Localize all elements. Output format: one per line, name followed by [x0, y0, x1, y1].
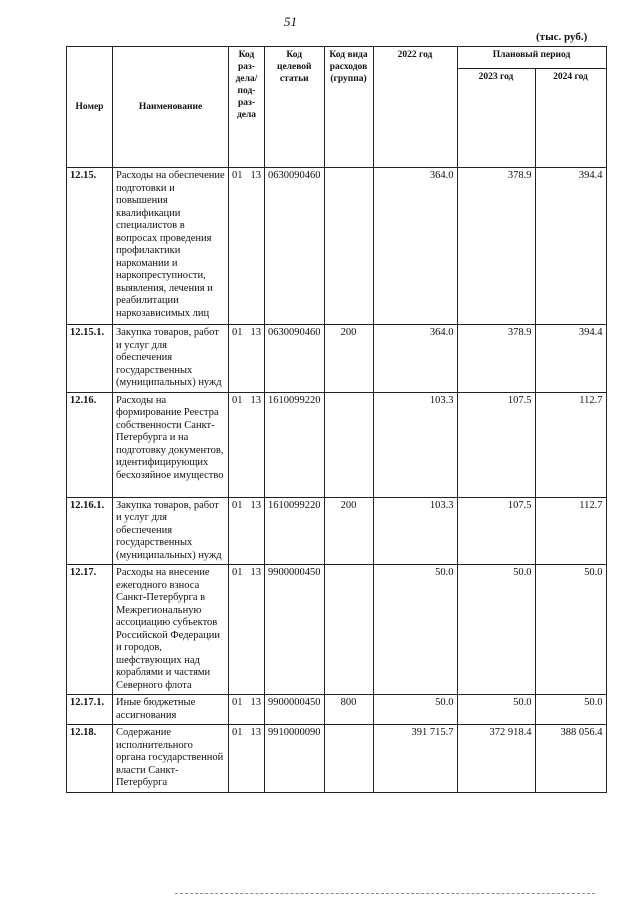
row-2022: 103.3	[373, 497, 457, 565]
row-celevaya: 0630090460	[265, 168, 325, 325]
row-nomer: 12.18.	[67, 725, 113, 793]
row-2022: 50.0	[373, 565, 457, 695]
row-nomer: 12.15.	[67, 168, 113, 325]
row-celevaya: 0630090460	[265, 325, 325, 393]
row-razdel: 01	[232, 727, 243, 738]
header-kod-celevoy: Код целевой статьи	[265, 47, 325, 168]
row-vid: 800	[324, 695, 373, 725]
table-row	[67, 497, 607, 565]
row-nomer: 12.17.1.	[67, 695, 113, 725]
row-podrazdel: 13	[250, 727, 261, 738]
header-2024: 2024 год	[535, 69, 606, 168]
row-2024: 394.4	[535, 168, 606, 325]
row-razdel: 01	[232, 327, 243, 338]
row-podrazdel: 13	[250, 170, 261, 181]
table-row	[67, 168, 607, 325]
row-name: Расходы на обеспечение подготовки и повышения квалификации специалистов в вопросах проведения профилактики наркомании и наркопреступности, выявления, лечения и реабилитации наркозависимых лиц	[113, 168, 229, 325]
budget-table	[66, 46, 607, 793]
row-name: Расходы на внесение ежегодного взноса Санкт-Петербурга в Межрегиональную ассоциацию субъектов Российской Федерации и городов, шефствующих над кораблями и частями Северного флота	[113, 565, 229, 695]
row-celevaya: 1610099220	[265, 497, 325, 565]
row-2022: 50.0	[373, 695, 457, 725]
row-podrazdel: 13	[250, 567, 261, 578]
row-name: Иные бюджетные ассигнования	[113, 695, 229, 725]
row-razdel-cell	[229, 725, 265, 793]
row-nomer: 12.16.1.	[67, 497, 113, 565]
row-2024: 388 056.4	[535, 725, 606, 793]
row-razdel: 01	[232, 697, 243, 708]
row-podrazdel: 13	[250, 499, 261, 511]
table-row	[67, 392, 607, 497]
row-razdel: 01	[232, 394, 243, 406]
row-vid	[324, 168, 373, 325]
header-naimenovanie: Наименование	[113, 47, 229, 168]
row-name: Расходы на формирование Реестра собственности Санкт-Петербурга и на подготовку документов, идентифицирующих бесхозяйное имущество	[113, 392, 229, 497]
row-name: Содержание исполнительного органа государственной власти Санкт-Петербурга	[113, 725, 229, 793]
row-razdel-cell	[229, 497, 265, 565]
row-razdel-cell	[229, 695, 265, 725]
row-2023: 378.9	[457, 325, 535, 393]
row-2024: 50.0	[535, 695, 606, 725]
row-razdel: 01	[232, 567, 243, 578]
row-celevaya: 9900000450	[265, 695, 325, 725]
row-vid	[324, 725, 373, 793]
row-2022: 391 715.7	[373, 725, 457, 793]
units-label: (тыс. руб.)	[536, 31, 588, 43]
row-2023: 372 918.4	[457, 725, 535, 793]
row-nomer: 12.17.	[67, 565, 113, 695]
row-2024: 394.4	[535, 325, 606, 393]
row-vid	[324, 392, 373, 497]
row-2023: 107.5	[457, 497, 535, 565]
row-vid: 200	[324, 325, 373, 393]
row-razdel: 01	[232, 499, 243, 511]
row-2022: 364.0	[373, 325, 457, 393]
row-vid: 200	[324, 497, 373, 565]
header-kod-razdela: Код раз-дела/ под-раз-дела	[229, 47, 265, 168]
header-kod-vida: Код вида расходов (группа)	[324, 47, 373, 168]
row-celevaya: 1610099220	[265, 392, 325, 497]
header-planovy: Плановый период	[457, 47, 606, 69]
row-2023: 50.0	[457, 695, 535, 725]
row-razdel: 01	[232, 170, 243, 181]
row-razdel-cell	[229, 565, 265, 695]
row-celevaya: 9900000450	[265, 565, 325, 695]
row-razdel-cell	[229, 168, 265, 325]
row-podrazdel: 13	[250, 394, 261, 406]
row-2024: 50.0	[535, 565, 606, 695]
row-vid	[324, 565, 373, 695]
table-row	[67, 325, 607, 393]
row-2022: 364.0	[373, 168, 457, 325]
table-row	[67, 725, 607, 793]
row-razdel-cell	[229, 325, 265, 393]
row-2023: 107.5	[457, 392, 535, 497]
row-2023: 50.0	[457, 565, 535, 695]
table-row	[67, 565, 607, 695]
row-2022: 103.3	[373, 392, 457, 497]
header-nomer: Номер	[67, 47, 113, 168]
row-podrazdel: 13	[250, 697, 261, 708]
row-nomer: 12.15.1.	[67, 325, 113, 393]
row-name: Закупка товаров, работ и услуг для обеспечения государственных (муниципальных) нужд	[113, 497, 229, 565]
row-celevaya: 9910000090	[265, 725, 325, 793]
row-razdel-cell	[229, 392, 265, 497]
row-2024: 112.7	[535, 392, 606, 497]
row-2024: 112.7	[535, 497, 606, 565]
table-row	[67, 695, 607, 725]
header-2022: 2022 год	[373, 47, 457, 168]
page-number: 51	[284, 14, 297, 29]
row-name: Закупка товаров, работ и услуг для обеспечения государственных (муниципальных) нужд	[113, 325, 229, 393]
row-2023: 378.9	[457, 168, 535, 325]
row-nomer: 12.16.	[67, 392, 113, 497]
header-2023: 2023 год	[457, 69, 535, 168]
footer-line	[175, 893, 595, 896]
row-podrazdel: 13	[250, 327, 261, 338]
